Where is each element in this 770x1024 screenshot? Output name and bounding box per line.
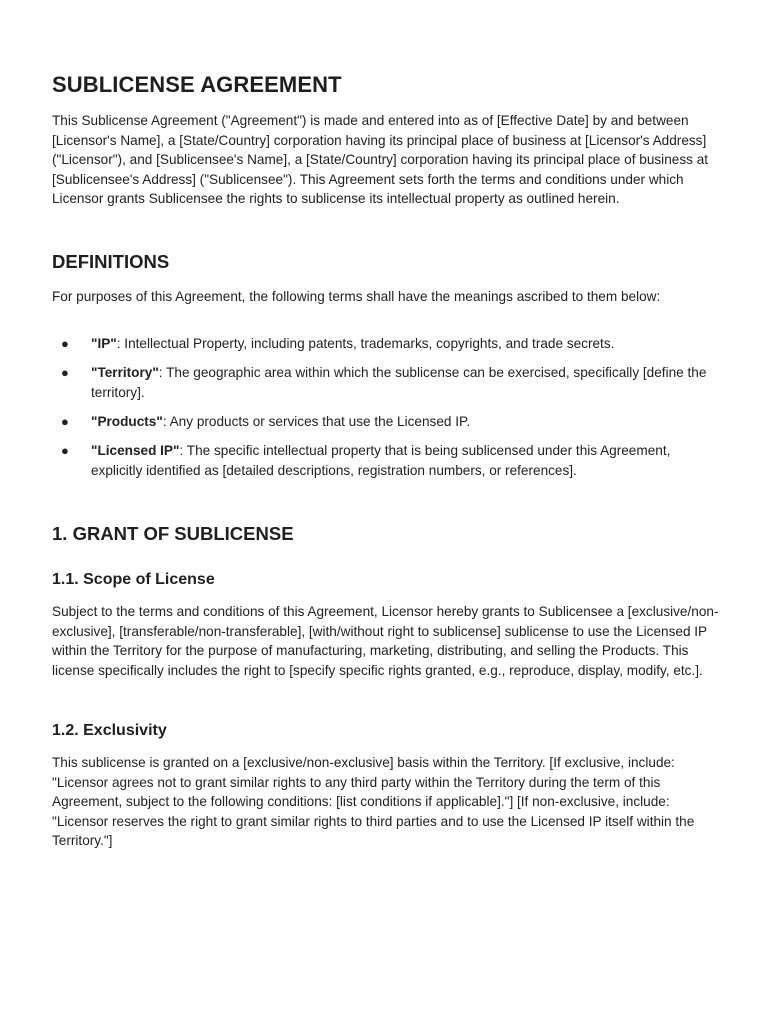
definition-item <box>52 441 720 480</box>
definition-text: : Intellectual Property, including patents, trademarks, copyrights, and trade secrets. <box>116 336 615 351</box>
bullet-icon: ● <box>61 443 69 459</box>
definition-term: "IP" <box>91 336 117 351</box>
definition-term: "Licensed IP" <box>91 443 180 459</box>
definition-text: : The geographic area within which the sublicense can be exercised, specifically [define the territory]. <box>91 365 707 400</box>
bullet-icon: ● <box>61 413 69 429</box>
bullet-icon: ● <box>61 365 69 381</box>
definition-term: "Products" <box>91 413 163 429</box>
scope-heading: 1.1. Scope of License <box>52 571 215 588</box>
document-title: SUBLICENSE AGREEMENT <box>52 72 342 97</box>
definition-text: : The specific intellectual property that is being sublicensed under this Agreement, explicitly identified as [detailed descriptions, registration numbers, or references]. <box>91 443 671 478</box>
intro-paragraph: This Sublicense Agreement ("Agreement") is made and entered into as of [Effective Date] by and between [Licensor's Name], a [State/Country] corporation having its principal place of business at [Licensor's Address] ("Licensor"), and [Sublicensee's Name], a [State/Country] corporation having its principal place of business at [Sublicensee's Address] ("Sublicensee"). This Agreement sets forth the terms and conditions under which Licensor grants Sublicensee the rights to sublicense its intellectual property as outlined herein. <box>52 113 709 207</box>
exclusivity-heading: 1.2. Exclusivity <box>52 722 167 739</box>
bullet-icon: ● <box>61 336 69 351</box>
definition-item <box>52 412 720 432</box>
definitions-list <box>52 334 720 490</box>
definition-item <box>52 363 720 402</box>
definitions-lead: For purposes of this Agreement, the following terms shall have the meanings ascribed to them below: <box>52 289 661 304</box>
definition-item <box>52 334 720 354</box>
grant-heading: 1. GRANT OF SUBLICENSE <box>52 523 294 544</box>
exclusivity-paragraph: This sublicense is granted on a [exclusive/non-exclusive] basis within the Territory. [If exclusive, include: "Licensor agrees not to grant similar rights to any third party within the Territory during the term of this Agreement, subject to the following conditions: [list conditions if applicable]."] [If non-exclusive, include: "Licensor reserves the right to grant similar rights to third parties and to use the Licensed IP itself within the Territory."] <box>52 755 695 849</box>
definition-term: "Territory" <box>91 365 159 381</box>
definition-text: : Any products or services that use the Licensed IP. <box>162 413 471 429</box>
definitions-heading: DEFINITIONS <box>52 251 170 272</box>
scope-paragraph: Subject to the terms and conditions of this Agreement, Licensor hereby grants to Sublicensee a [exclusive/non-exclusive], [transferable/non-transferable], [with/without right to sublicense] sublicense to use the Licensed IP within the Territory for the purpose of manufacturing, marketing, distributing, and selling the Products. This license specifically includes the right to [specify specific rights granted, e.g., reproduce, display, modify, etc.]. <box>52 604 719 678</box>
